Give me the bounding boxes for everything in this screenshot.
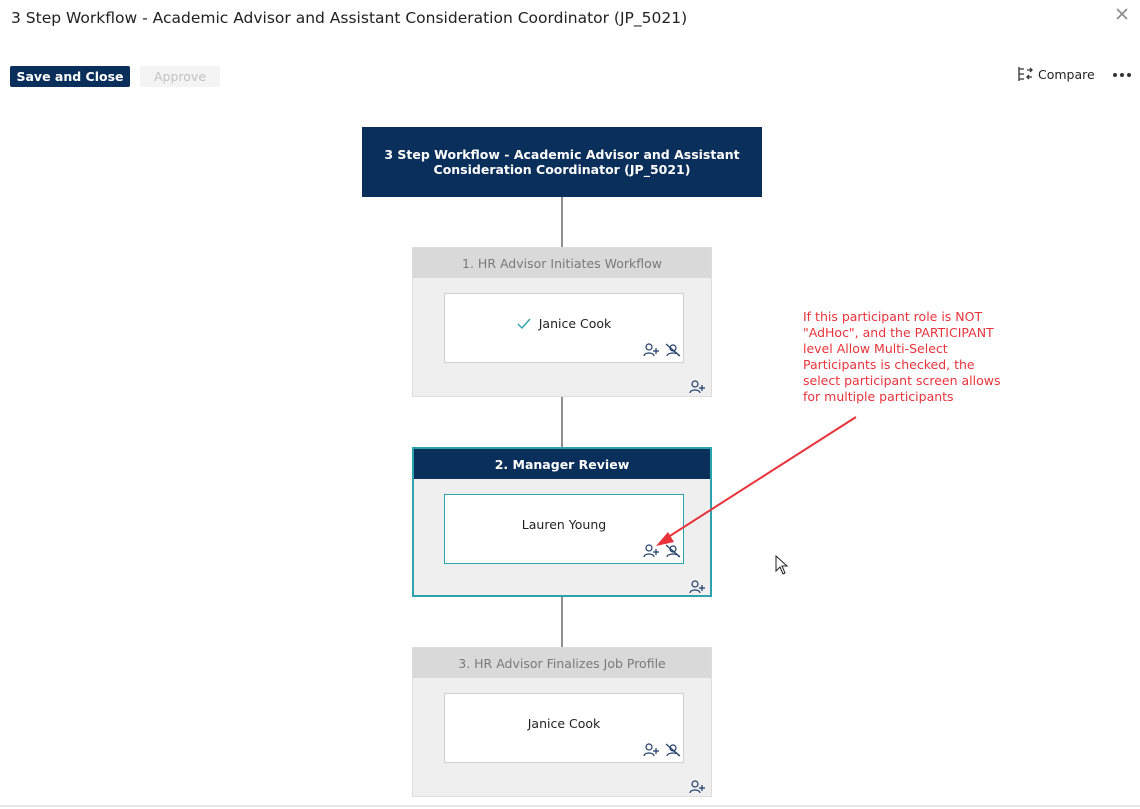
approve-button[interactable]: Approve [140, 66, 220, 87]
participant-name: Janice Cook [527, 716, 601, 731]
close-icon[interactable] [1114, 6, 1130, 22]
cursor-icon [775, 555, 789, 575]
dialog-title: 3 Step Workflow - Academic Advisor and Assistant Consideration Coordinator (JP_5021) [11, 9, 688, 27]
participant-card[interactable] [444, 293, 684, 363]
participant-card[interactable] [444, 494, 684, 564]
add-person-icon[interactable] [689, 380, 705, 394]
add-person-icon[interactable] [643, 343, 659, 357]
remove-person-icon[interactable] [665, 743, 681, 757]
workflow-step-1[interactable] [412, 247, 712, 397]
remove-person-icon[interactable] [665, 343, 681, 357]
annotation-note: If this participant role is NOT "AdHoc", and the PARTICIPANT level Allow Multi-Select Participants is checked, the select participant screen allows for multiple participants [803, 309, 1001, 404]
step-title: 3. HR Advisor Finalizes Job Profile [413, 648, 711, 678]
more-icon[interactable] [1112, 72, 1132, 78]
workflow-root-node: 3 Step Workflow - Academic Advisor and Assistant Consideration Coordinator (JP_5021) [362, 127, 762, 197]
add-person-icon[interactable] [643, 544, 659, 558]
check-icon [517, 318, 531, 330]
remove-person-icon[interactable] [665, 544, 681, 558]
step-title: 2. Manager Review [414, 449, 710, 479]
participant-name: Lauren Young [521, 517, 607, 532]
add-person-icon[interactable] [643, 743, 659, 757]
workflow-step-2[interactable] [412, 447, 712, 597]
step-title: 1. HR Advisor Initiates Workflow [413, 248, 711, 278]
save-and-close-button[interactable]: Save and Close [10, 66, 130, 87]
bottom-divider [0, 805, 1140, 807]
add-person-icon[interactable] [689, 780, 705, 794]
participant-card[interactable] [444, 693, 684, 763]
workflow-step-3[interactable] [412, 647, 712, 797]
participant-name: Janice Cook [538, 316, 612, 331]
connector-line [561, 596, 563, 647]
compare-label: Compare [1038, 66, 1095, 82]
connector-line [561, 397, 563, 448]
compare-icon [1017, 66, 1034, 82]
compare-button[interactable] [1017, 66, 1095, 82]
connector-line [561, 197, 563, 247]
add-person-icon[interactable] [689, 580, 705, 594]
